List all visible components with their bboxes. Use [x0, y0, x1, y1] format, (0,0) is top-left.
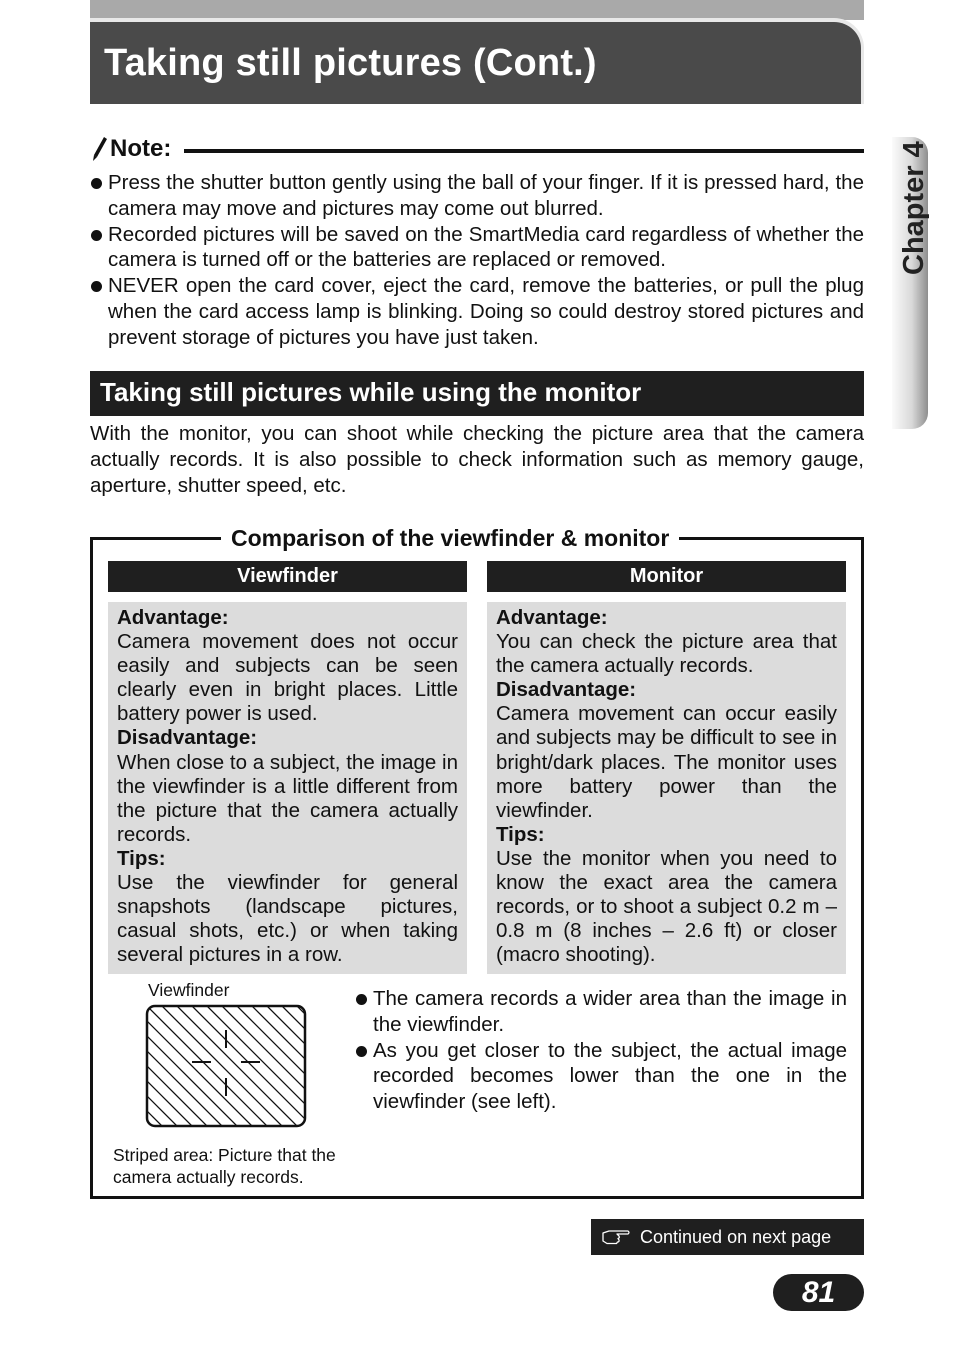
monitor-panel [487, 602, 846, 974]
note-list [90, 170, 864, 351]
viewfinder-disadvantage-text: When close to a subject, the image in the viewfinder is a little different from the picture that the camera actually records. [117, 750, 458, 846]
viewfinder-column-header: Viewfinder [108, 561, 467, 592]
comparison-bullet: The camera records a wider area than the image in the viewfinder. [355, 986, 847, 1038]
viewfinder-advantage-text: Camera movement does not occur easily and subjects can be seen clearly even in bright places. Little battery power is used. [117, 630, 458, 726]
crosshair-marks [192, 1030, 260, 1096]
viewfinder-disadvantage-label: Disadvantage: [117, 726, 258, 750]
monitor-tips-label: Tips: [496, 822, 545, 846]
viewfinder-advantage-label: Advantage: [117, 606, 229, 629]
continued-banner[interactable] [591, 1219, 864, 1255]
viewfinder-tips-text: Use the viewfinder for general snapshots (landscape pictures, casual shots, etc.) or when taking several pictures in a row. [117, 871, 458, 967]
note-label: Note: [110, 135, 172, 162]
viewfinder-diagram [145, 1004, 307, 1128]
pointing-hand-icon [601, 1229, 631, 1245]
title-bar [90, 18, 864, 104]
monitor-column-header: Monitor [487, 561, 846, 592]
chapter-tab-label: Chapter 4 [898, 141, 930, 275]
chapter-tab[interactable] [892, 137, 928, 429]
comparison-box [90, 525, 864, 1199]
monitor-disadvantage-text: Camera movement can occur easily and subjects may be difficult to see in bright/dark places. The monitor uses more battery power than the viewfinder. [496, 702, 837, 822]
monitor-advantage-text: You can check the picture area that the camera actually records. [496, 630, 837, 678]
viewfinder-panel [108, 602, 467, 974]
viewfinder-tips-label: Tips: [117, 846, 166, 870]
section-title: Taking still pictures while using the monitor [100, 377, 642, 407]
monitor-advantage-label: Advantage: [496, 606, 608, 629]
top-grey-band [90, 0, 864, 20]
comparison-bullet: As you get closer to the subject, the actual image recorded becomes lower than the one in the viewfinder (see left). [355, 1038, 847, 1115]
monitor-disadvantage-label: Disadvantage: [496, 678, 637, 702]
viewfinder-diagram-caption: Viewfinder [148, 980, 230, 1000]
comparison-title: Comparison of the viewfinder & monitor [221, 522, 679, 554]
pen-icon [90, 136, 108, 162]
continued-text: Continued on next page [640, 1226, 832, 1247]
section-header [90, 371, 864, 416]
comparison-bullets [355, 986, 847, 1115]
note-heading [90, 134, 171, 164]
section-intro: With the monitor, you can shoot while checking the picture area that the camera actually records. It is also possible to check information such as memory gauge, aperture, shutter speed, etc. [90, 422, 864, 497]
viewfinder-diagram-note: Striped area: Picture that the camera actually records. [113, 1145, 336, 1187]
note-item: NEVER open the card cover, eject the card, remove the batteries, or pull the plug when the card access lamp is blinking. Doing so could destroy stored pictures and prevent storage of pictures you have just taken. [90, 273, 864, 350]
note-item: Recorded pictures will be saved on the SmartMedia card regardless of whether the camera is turned off or the batteries are replaced or removed. [90, 222, 864, 274]
note-item: Press the shutter button gently using the ball of your finger. If it is pressed hard, the camera may move and pictures may come out blurred. [90, 170, 864, 222]
note-divider [184, 149, 864, 153]
monitor-tips-text: Use the monitor when you need to know the exact area the camera records, or to shoot a subject 0.2 m – 0.8 m (8 inches – 2.6 ft) or closer (macro shooting). [496, 846, 837, 967]
page-title: Taking still pictures (Cont.) [104, 42, 597, 84]
page-number: 81 [773, 1274, 864, 1311]
